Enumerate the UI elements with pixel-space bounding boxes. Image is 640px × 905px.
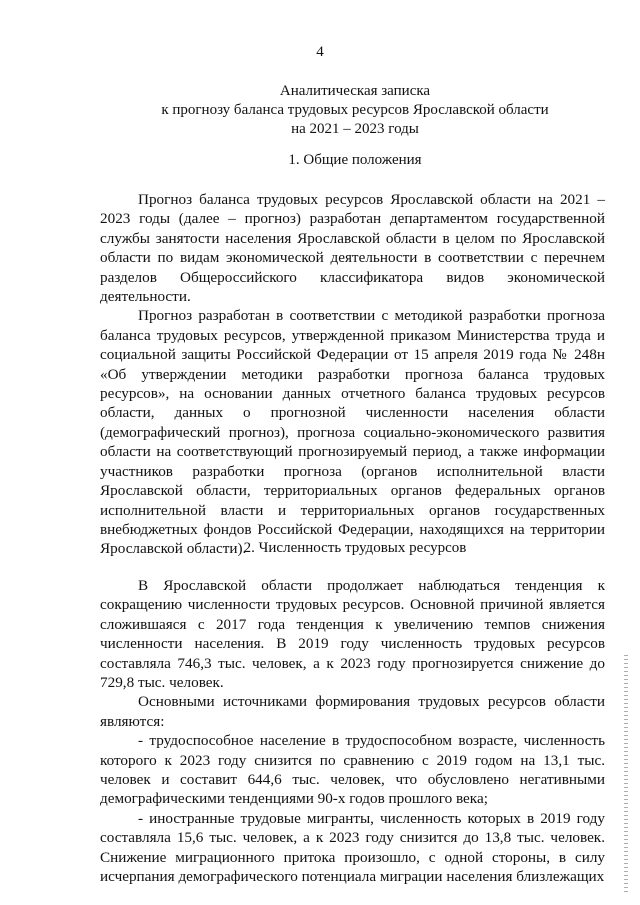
- title-line-1: Аналитическая записка: [279, 83, 431, 99]
- title-line-3: на 2021 – 2023 годы: [291, 121, 419, 137]
- section-heading-general: 1. Общие положения: [288, 152, 422, 168]
- scan-edge-mark: [624, 655, 628, 895]
- page-number: 4: [316, 44, 324, 60]
- document-title: [60, 82, 640, 139]
- paragraph: - трудоспособное население в трудоспособном возрасте, численность которого к 2023 году снизится по сравнению с 2019 годом на 13,1 тыс. человек и составит 644,6 тыс. человек, что обусловлено негативными демографическими тенденциями 90-х годов прошлого века;: [100, 732, 605, 808]
- paragraph: - иностранные трудовые мигранты, численность которых в 2019 году составляла 15,6 тыс. человек, а к 2023 году снизится до 13,8 тыс. человек. Снижение миграционного притока произошло, с одной стороны, в силу исчерпания демографического потенциала миграции населения близлежащих: [100, 809, 605, 886]
- section-body-labor-resources: [100, 576, 605, 887]
- section-body-general: [100, 190, 605, 559]
- paragraph: Основными источниками формирования трудовых ресурсов области являются:: [100, 693, 605, 730]
- paragraph: В Ярославской области продолжает наблюдаться тенденция к сокращению численности трудовых ресурсов. Основной причиной является сложившаяся с 2017 года тенденция к увеличению темпов снижения численности населения. В 2019 году численность трудовых ресурсов составляла 746,3 тыс. человек, а к 2023 году прогнозируется снижение до 729,8 тыс. человек.: [100, 577, 605, 692]
- title-line-2: к прогнозу баланса трудовых ресурсов Ярославской области: [161, 102, 549, 118]
- paragraph: Прогноз разработан в соответствии с методикой разработки прогноза баланса трудовых ресурсов, утвержденной приказом Министерства труда и социальной защиты Российской Федерации от 15 апреля 2019 года № 248н «Об утверждении методики разработки прогноза баланса трудовых ресурсов», на основании данных отчетного баланса трудовых ресурсов области, данных о прогнозной численности населения области (демографический прогноз), прогноза социально-экономического развития области на соответствующий прогнозируемый период, а также информации участников разработки прогноза (органов исполнительной власти Ярославской области, территориальных органов федеральных органов исполнительной власти и территориальных органов государственных внебюджетных фондов Российской Федерации, находящихся на территории Ярославской области).: [100, 307, 605, 558]
- section-heading-labor-resources: 2. Численность трудовых ресурсов: [243, 540, 467, 556]
- paragraph: Прогноз баланса трудовых ресурсов Ярославской области на 2021 – 2023 годы (далее – прогноз) разработан департаментом государственной службы занятости населения Ярославской области в целом по Ярославской области по видам экономической деятельности в соответствии с перечнем разделов Общероссийского классификатора видов экономической деятельности.: [100, 191, 605, 306]
